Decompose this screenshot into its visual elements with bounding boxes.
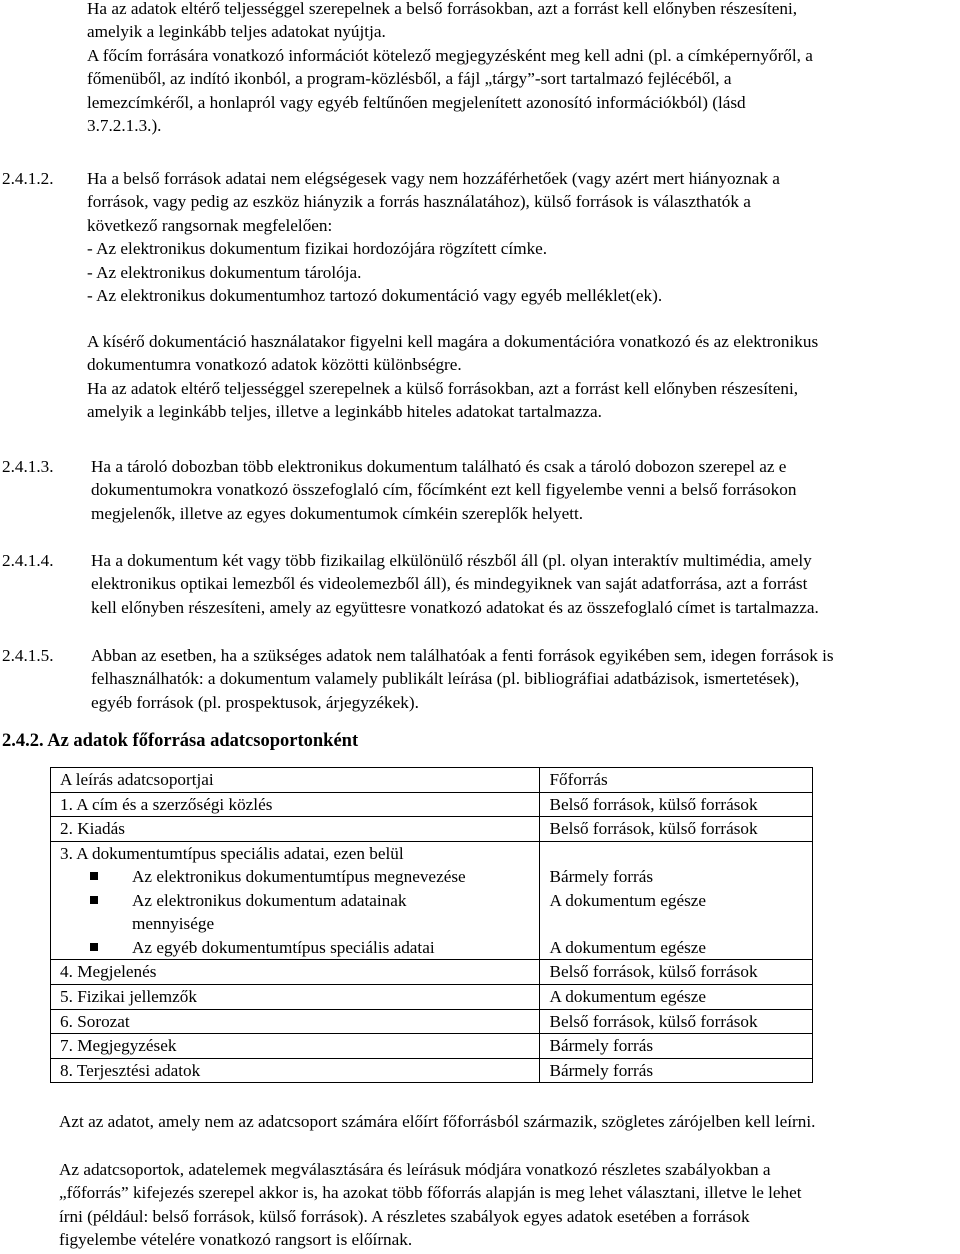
text-line: amelyik a leginkább teljes adatokat nyújtja.	[87, 22, 386, 42]
text-line: következő rangsornak megfelelően:	[87, 215, 333, 235]
bullet-item	[60, 889, 539, 936]
table-row	[51, 865, 813, 889]
text-line: „főforrás” kifejezés szerepel akkor is, ha azokat több főforrás alapján is meg lehet választani, illetve le lehet	[59, 1183, 802, 1203]
table-row	[51, 841, 813, 865]
text-line: főmenüből, az indító ikonból, a program-közlésből, a fájl „tárgy”-sort tartalmazó fejlécéből, a	[87, 69, 732, 89]
table-cell: Bármely forrás	[540, 1034, 813, 1059]
text-line: források, vagy pedig az eszköz hiányzik a forrás használatához), külső források is választhatók a	[87, 192, 751, 212]
table-row	[51, 936, 813, 960]
text-line: A kísérő dokumentáció használatakor figyelni kell magára a dokumentációra vonatkozó és az elektronikus	[87, 332, 819, 351]
text-line: megjelenők, illetve az egyes dokumentumok címkéin szereplők helyett.	[91, 503, 584, 523]
table-row	[51, 1034, 813, 1059]
closing-note-1	[59, 1110, 959, 1133]
text-line: 3.7.2.1.3.).	[87, 116, 162, 136]
text-line: Ha a tároló dobozban több elektronikus dokumentum található és csak a tároló dobozon szerepel az e	[91, 457, 787, 476]
table-row	[51, 1058, 813, 1083]
bullet-item-label: mennyisége	[132, 914, 215, 934]
table-header-row	[51, 768, 813, 793]
text-line: figyelembe vételére vonatkozó rangsort is előírnak.	[59, 1230, 413, 1250]
table-cell: 7. Megjegyzések	[51, 1034, 540, 1059]
table-cell	[51, 865, 540, 889]
table-cell	[51, 889, 540, 936]
section-2-4-1-3	[2, 455, 957, 525]
table-cell: A dokumentum egésze	[540, 936, 813, 960]
text-line: dokumentumra vonatkozó adatok közötti különbségre.	[87, 355, 462, 375]
list-item: - Az elektronikus dokumentum fizikai hordozójára rögzített címke.	[87, 239, 548, 259]
bullet-item	[60, 865, 539, 888]
table-cell: Bármely forrás	[540, 1058, 813, 1083]
section-2-4-1-2-note	[87, 330, 957, 424]
bullet-item	[60, 936, 539, 959]
section-2-4-1-4	[2, 549, 957, 619]
text-line: dokumentumokra vonatkozó összefoglaló cím, főcímként ezt kell figyelembe venni a belső forrásokon	[91, 480, 797, 500]
text-line: lemezcímkéről, a honlapról vagy egyéb feltűnően megjelenített azonosító információkból) (lásd	[87, 92, 746, 112]
section-2-4-1-5	[2, 644, 957, 714]
table-cell: 6. Sorozat	[51, 1009, 540, 1034]
table-cell: 8. Terjesztési adatok	[51, 1058, 540, 1083]
list-item: - Az elektronikus dokumentum tárolója.	[87, 262, 362, 282]
section-number: 2.4.1.4.	[2, 551, 54, 570]
table-cell: Belső források, külső források	[540, 817, 813, 842]
text-line: kell előnyben részesíteni, amely az együttesre vonatkozó adatokat és az összefoglaló címet is tartalmazza.	[91, 597, 819, 617]
table-cell: Belső források, külső források	[540, 1009, 813, 1034]
intro-paragraph	[87, 0, 957, 137]
bullet-item-label: Az elektronikus dokumentumtípus megnevezése	[132, 867, 466, 887]
table-row	[51, 792, 813, 817]
table-cell: 5. Fizikai jellemzők	[51, 984, 540, 1009]
text-line: egyéb források (pl. prospektusok, árjegyzékek).	[91, 692, 419, 712]
text-line: Azt az adatot, amely nem az adatcsoport számára előírt főforrásból származik, szögletes zárójelben kell leírni.	[59, 1112, 816, 1131]
closing-note-2	[59, 1158, 959, 1252]
table-cell	[540, 841, 813, 865]
table-cell: Belső források, külső források	[540, 960, 813, 985]
square-bullet-icon	[90, 896, 98, 904]
text-line: Ha az adatok eltérő teljességgel szerepelnek a külső forrásokban, azt a forrást kell előnyben részesíteni,	[87, 378, 799, 398]
table-row	[51, 817, 813, 842]
section-number: 2.4.1.3.	[2, 457, 54, 476]
table-header-cell: Főforrás	[540, 768, 813, 793]
table-cell: 2. Kiadás	[51, 817, 540, 842]
square-bullet-icon	[90, 872, 98, 880]
text-line: Abban az esetben, ha a szükséges adatok nem találhatóak a fenti források egyikében sem, idegen források is	[91, 646, 834, 665]
table-row	[51, 984, 813, 1009]
text-line: felhasználhatók: a dokumentum valamely publikált leírása (pl. bibliográfiai adatbázisok, ismertetések),	[91, 669, 800, 689]
text-line: amelyik a leginkább teljes, illetve a leginkább hiteles adatokat tartalmazza.	[87, 402, 602, 422]
section-2-4-1-2	[2, 167, 957, 307]
text-line: Az adatcsoportok, adatelemek megválasztására és leírásuk módjára vonatkozó részletes szabályokban a	[59, 1160, 771, 1179]
section-number: 2.4.1.5.	[2, 646, 54, 665]
table-row	[51, 1009, 813, 1034]
main-source-table	[50, 767, 813, 1083]
table-cell: Bármely forrás	[540, 865, 813, 889]
text-line: Ha a belső források adatai nem elégségesek vagy nem hozzáférhetőek (vagy azért mert hiányoznak a	[87, 169, 780, 188]
bullet-item-label: Az egyéb dokumentumtípus speciális adatai	[132, 937, 435, 957]
section-heading-2-4-2: 2.4.2. Az adatok főforrása adatcsoportonként	[2, 731, 359, 751]
table-cell: Belső források, külső források	[540, 792, 813, 817]
table-row	[51, 889, 813, 936]
text-line: írni (például: belső források, külső források). A részletes szabályok egyes adatok esetében a források	[59, 1206, 750, 1226]
text-line: elektronikus optikai lemezből és videolemezből áll), és mindegyiknek van saját adatforrása, azt a forrást	[91, 574, 808, 594]
table-cell: 4. Megjelenés	[51, 960, 540, 985]
table-cell: A dokumentum egésze	[540, 984, 813, 1009]
list-item: - Az elektronikus dokumentumhoz tartozó dokumentáció vagy egyéb melléklet(ek).	[87, 286, 663, 306]
square-bullet-icon	[90, 943, 98, 951]
section-number: 2.4.1.2.	[2, 169, 54, 188]
table-cell: 3. A dokumentumtípus speciális adatai, ezen belül	[51, 841, 540, 865]
table-row	[51, 960, 813, 985]
text-line: Ha az adatok eltérő teljességgel szerepelnek a belső forrásokban, azt a forrást kell előnyben részesíteni,	[87, 0, 798, 18]
table-header-cell: A leírás adatcsoportjai	[51, 768, 540, 793]
text-line: Ha a dokumentum két vagy több fizikailag elkülönülő részből áll (pl. olyan interaktív multimédia, amely	[91, 551, 812, 570]
table-cell	[51, 936, 540, 960]
bullet-item-label: Az elektronikus dokumentum adatainak	[132, 890, 407, 910]
text-line: A főcím forrására vonatkozó információt kötelező megjegyzésként meg kell adni (pl. a címképernyőről, a	[87, 45, 813, 65]
table-cell: 1. A cím és a szerzőségi közlés	[51, 792, 540, 817]
table-cell: A dokumentum egésze	[540, 889, 813, 936]
